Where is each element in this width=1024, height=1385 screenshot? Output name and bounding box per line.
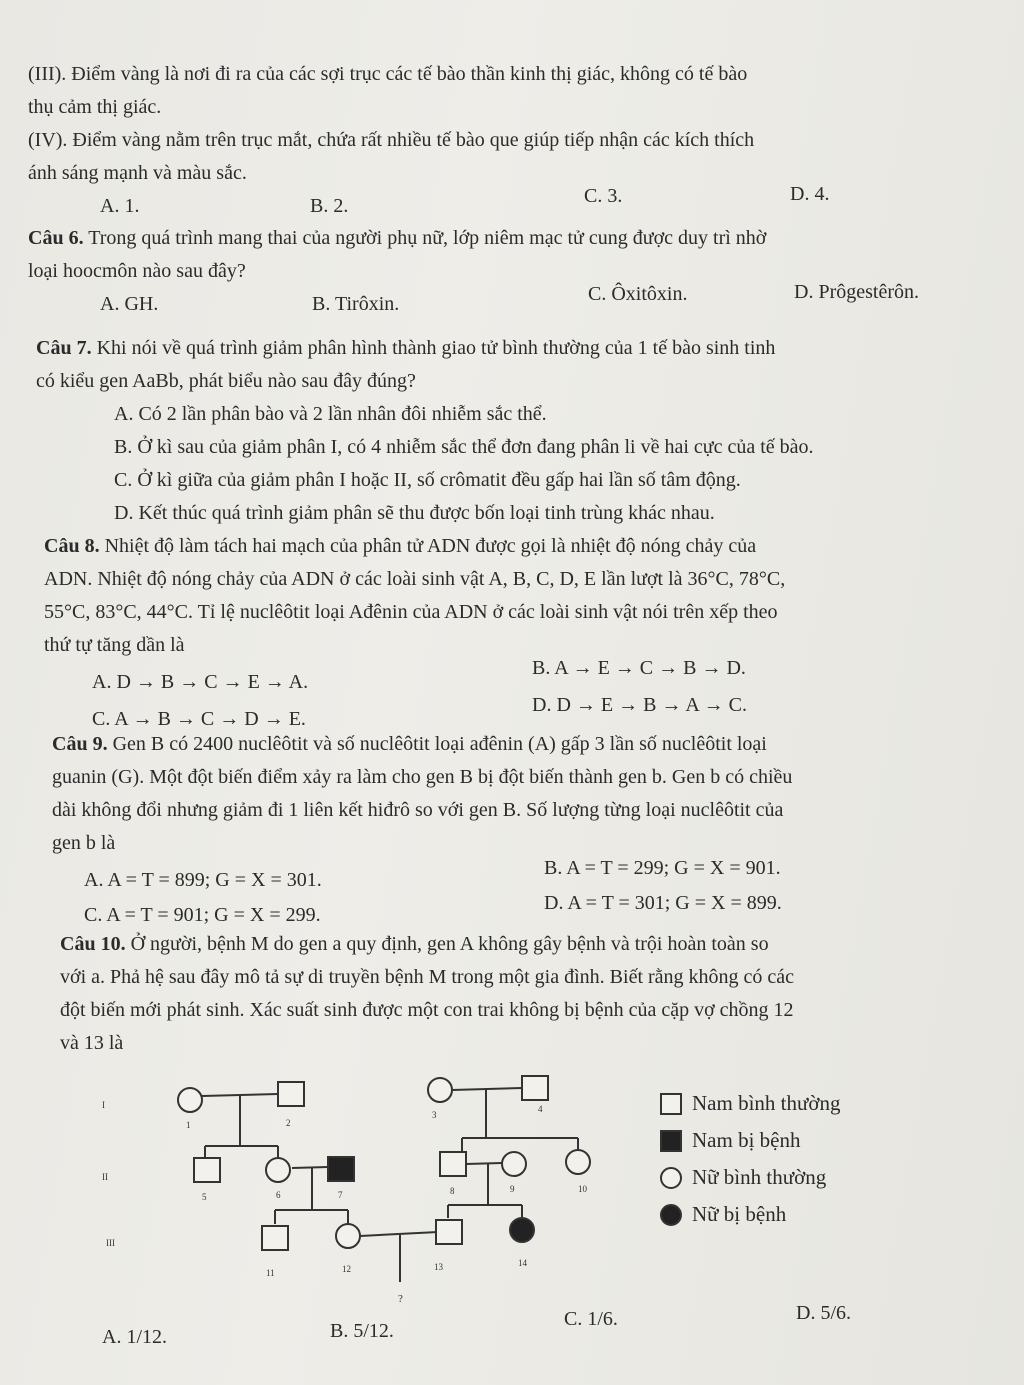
ped-id-12: 12	[342, 1264, 351, 1274]
q10-label: Câu 10.	[60, 933, 126, 955]
statement-III-line2: thụ cảm thị giác.	[28, 96, 162, 118]
legend-row-normal-female	[660, 1159, 840, 1196]
ped-id-6: 6	[276, 1190, 281, 1200]
q7-text-line2: có kiểu gen AaBb, phát biểu nào sau đây đúng?	[36, 370, 416, 392]
q9-label: Câu 9.	[52, 733, 108, 755]
legend-label: Nam bình thường	[692, 1091, 841, 1115]
legend-label: Nữ bị bệnh	[692, 1202, 787, 1226]
q5-option-c[interactable]: C. 3.	[584, 185, 623, 207]
q8-text-line3: 55°C, 83°C, 44°C. Tỉ lệ nuclêôtit loại Ađênin của ADN ở các loài sinh vật nói trên xếp theo	[44, 601, 778, 623]
q10-option-a[interactable]: A. 1/12.	[102, 1326, 167, 1348]
q6-option-d[interactable]: D. Prôgestêrôn.	[794, 281, 919, 303]
ped-id-9: 9	[510, 1184, 515, 1194]
q6-option-c[interactable]: C. Ôxitôxin.	[588, 283, 688, 305]
q6-options	[28, 281, 994, 320]
q8-options	[44, 652, 994, 736]
ped-id-8: 8	[450, 1186, 455, 1196]
affected-female-circle-icon	[660, 1204, 682, 1226]
statement-IV-line2: ánh sáng mạnh và màu sắc.	[28, 162, 247, 184]
ped-id-5: 5	[202, 1192, 207, 1202]
q8-label: Câu 8.	[44, 535, 100, 557]
q5-option-d[interactable]: D. 4.	[790, 183, 830, 205]
pedigree-legend	[660, 1085, 840, 1233]
q8-text-line4: thứ tự tăng dần là	[44, 634, 185, 656]
q10-text-line3: đột biến mới phát sinh. Xác suất sinh được một con trai không bị bệnh của cặp vợ chồng 12	[60, 999, 794, 1021]
q8-text-line2: ADN. Nhiệt độ nóng chảy của ADN ở các loài sinh vật A, B, C, D, E lần lượt là 36°C, 78°C,	[44, 568, 786, 590]
q9-text-line2: guanin (G). Một đột biến điểm xảy ra làm cho gen B bị đột biến thành gen b. Gen b có chiều	[52, 766, 793, 788]
ped-id-3: 3	[432, 1110, 437, 1120]
q7-text-line1: Khi nói về quá trình giảm phân hình thành giao tử bình thường của 1 tế bào sinh tinh	[91, 337, 776, 359]
gen-label-I: I	[102, 1100, 105, 1110]
ped-id-1: 1	[186, 1120, 191, 1130]
legend-row-affected-male	[660, 1122, 840, 1159]
q7-option-b[interactable]: B. Ở kì sau của giảm phân I, có 4 nhiễm sắc thể đơn đang phân li về hai cực của tế bào.	[114, 436, 814, 458]
normal-male-square-icon	[660, 1093, 682, 1115]
statement-III-line1: (III). Điểm vàng là nơi đi ra của các sợi trục các tế bào thần kinh thị giác, không có tế bào	[28, 63, 748, 85]
q7-option-d[interactable]: D. Kết thúc quá trình giảm phân sẽ thu được bốn loại tinh trùng khác nhau.	[114, 502, 715, 524]
q10-option-c[interactable]: C. 1/6.	[564, 1308, 618, 1330]
q5-option-a[interactable]: A. 1.	[100, 195, 140, 217]
q10-text-line1: Ở người, bệnh M do gen a quy định, gen A không gây bệnh và trội hoàn toàn so	[125, 933, 769, 955]
q9-options	[52, 852, 994, 932]
legend-label: Nữ bình thường	[692, 1165, 827, 1189]
q8-text-line1: Nhiệt độ làm tách hai mạch của phân tử ADN được gọi là nhiệt độ nóng chảy của	[99, 535, 757, 557]
q8-option-a[interactable]: A. D → B → C → E → A.	[92, 671, 309, 693]
q9-option-d[interactable]: D. A = T = 301; G = X = 899.	[544, 892, 782, 914]
normal-female-circle-icon	[660, 1167, 682, 1189]
ped-id-7: 7	[338, 1190, 343, 1200]
q9-option-c[interactable]: C. A = T = 901; G = X = 299.	[84, 904, 321, 926]
q7-option-c[interactable]: C. Ở kì giữa của giảm phân I hoặc II, số crômatit đều gấp hai lần số tâm động.	[114, 469, 741, 491]
statement-IV-line1: (IV). Điểm vàng nằm trên trục mắt, chứa rất nhiều tế bào que giúp tiếp nhận các kích thích	[28, 129, 755, 151]
q6-text-line1: Trong quá trình mang thai của người phụ nữ, lớp niêm mạc tử cung được duy trì nhờ	[83, 227, 767, 249]
legend-row-normal-male	[660, 1085, 840, 1122]
q6-text-line2: loại hoocmôn nào sau đây?	[28, 260, 246, 282]
gen-label-III: III	[106, 1238, 115, 1248]
ped-id-2: 2	[286, 1118, 291, 1128]
legend-row-affected-female	[660, 1196, 840, 1233]
ped-id-11: 11	[266, 1268, 275, 1278]
q6-option-b[interactable]: B. Tirôxin.	[312, 293, 400, 315]
question-7	[36, 332, 994, 530]
ped-id-10: 10	[578, 1184, 587, 1194]
q10-option-b[interactable]: B. 5/12.	[330, 1320, 394, 1342]
ped-id-14: 14	[518, 1258, 527, 1268]
ped-id-13: 13	[434, 1262, 443, 1272]
q10-text-line2: với a. Phả hệ sau đây mô tả sự di truyền bệnh M trong một gia đình. Biết rằng không có các	[60, 966, 795, 988]
q8-option-d[interactable]: D. D → E → B → A → C.	[532, 694, 748, 716]
ped-question-mark: ?	[398, 1293, 403, 1305]
q6-label: Câu 6.	[28, 227, 84, 249]
q6-option-a[interactable]: A. GH.	[100, 293, 159, 315]
affected-male-square-icon	[660, 1130, 682, 1152]
question-6	[28, 222, 994, 320]
q10-option-d[interactable]: D. 5/6.	[796, 1302, 851, 1324]
q7-option-a[interactable]: A. Có 2 lần phân bào và 2 lần nhân đôi nhiễm sắc thể.	[114, 403, 547, 425]
q9-option-b[interactable]: B. A = T = 299; G = X = 901.	[544, 857, 781, 879]
ped-id-4: 4	[538, 1104, 543, 1114]
gen-label-II: II	[102, 1172, 108, 1182]
q5-options	[28, 183, 994, 222]
q9-text-line3: dài không đổi nhưng giảm đi 1 liên kết hiđrô so với gen B. Số lượng từng loại nuclêôtit của	[52, 799, 784, 821]
legend-label: Nam bị bệnh	[692, 1128, 801, 1152]
question-10	[60, 928, 994, 1060]
q9-text-line1: Gen B có 2400 nuclêôtit và số nuclêôtit loại ađênin (A) gấp 3 lần số nuclêôtit loại	[107, 733, 767, 755]
statements-block	[28, 58, 994, 222]
q8-option-c[interactable]: C. A → B → C → D → E.	[92, 708, 306, 730]
q8-option-b[interactable]: B. A → E → C → B → D.	[532, 657, 746, 679]
pedigree-chart	[90, 1060, 650, 1310]
q5-option-b[interactable]: B. 2.	[310, 195, 349, 217]
q9-text-line4: gen b là	[52, 832, 116, 854]
q7-label: Câu 7.	[36, 337, 92, 359]
q10-text-line4: và 13 là	[60, 1032, 124, 1054]
question-8	[44, 530, 994, 736]
question-9	[52, 728, 994, 932]
q9-option-a[interactable]: A. A = T = 899; G = X = 301.	[84, 869, 322, 891]
